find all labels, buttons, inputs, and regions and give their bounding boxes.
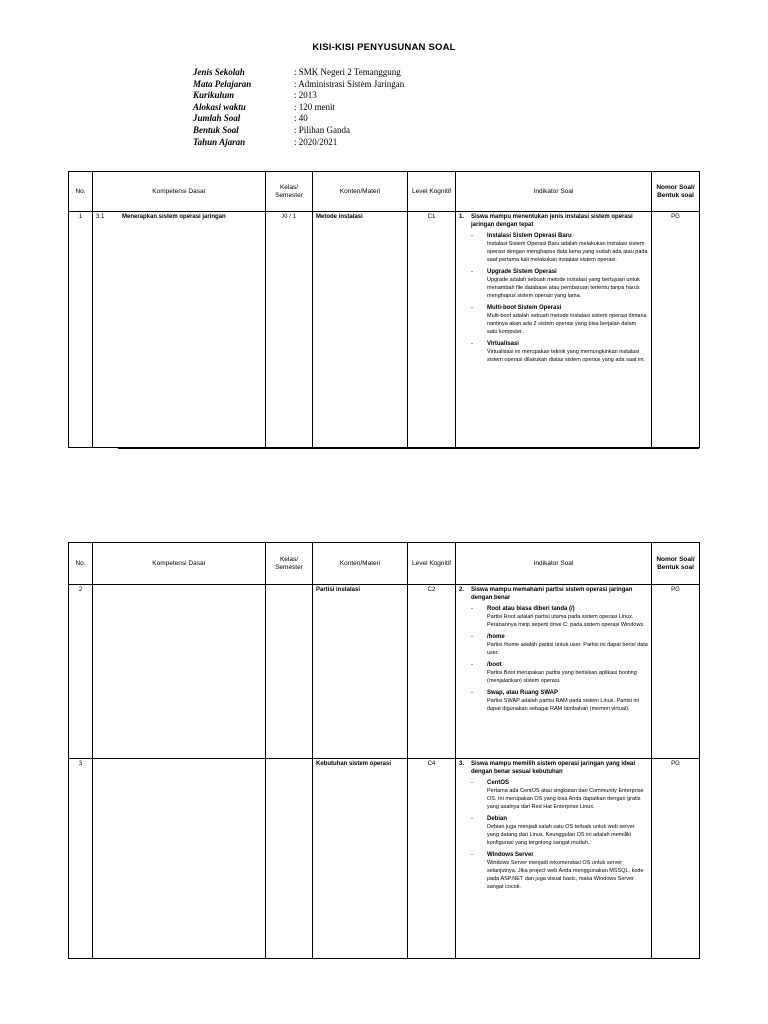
- item-title: Multi-boot Sistem Operasi: [487, 305, 562, 311]
- item-title: /home: [487, 634, 505, 640]
- meta-row: [193, 90, 404, 102]
- item-title: Upgrade Sistem Operasi: [487, 269, 557, 275]
- meta-row: [193, 67, 404, 79]
- header-nomor: Nomor Soal/ Bentuk soal: [652, 172, 700, 212]
- item-desc: Virtualisasi ini merupakan teknik yang memungkinkan instalasi sistem operasi dilakukan diatas sistem operasi yang ada saat ini.: [487, 349, 646, 363]
- cell-materi: Kebutuhan sistem operasi: [313, 759, 408, 959]
- list-item: - /home Partisi /home adalah partisi untuk user. Partisi ini dapat berisi data user.: [471, 634, 648, 656]
- item-title: Debian: [487, 816, 508, 822]
- header-kd: Kompetensi Dasar: [93, 172, 266, 212]
- meta-value: : 2013: [294, 90, 317, 101]
- divider-line: [118, 448, 699, 449]
- header-indikator: Indikator Soal: [456, 543, 652, 585]
- item-desc: Partisi /home adalah partisi untuk user. Partisi ini dapat berisi data user.: [487, 642, 648, 656]
- meta-row: [193, 125, 404, 137]
- meta-value: : Pilihan Ganda: [294, 124, 350, 135]
- cell-no: 1: [69, 212, 93, 448]
- meta-value: : Administrasi Sistem Jaringan: [294, 78, 405, 89]
- indikator-text: Siswa mampu memahami partisi sistem operasi jaringan dengan benar: [471, 587, 633, 601]
- header-indikator: Indikator Soal: [456, 172, 652, 212]
- item-title: Swap, atau Ruang SWAP: [487, 690, 559, 696]
- table-row: [69, 585, 700, 759]
- header-kelas: Kelas/ Semester: [266, 172, 313, 212]
- list-item: - Windows Server Windows Server menjadi rekomendasi OS untuk server selanjutnya. Jika project web Anda menggunakan MSSQL, kode pada ASP.NET dan juga visual basic, maka Windows Server sangat cocok.: [471, 851, 648, 891]
- kisi-table-2: [68, 542, 700, 959]
- meta-row: [193, 113, 404, 125]
- kd-number: 3.1: [96, 214, 105, 220]
- cell-kd: [93, 585, 266, 759]
- list-item: - Upgrade Sistem Operasi Upgrade adalah sebuah metode instalasi yang bertujuan untuk menambah file database atau pembaruan tertentu tanpa harus menghapus sistem operasi yang lama.: [471, 268, 648, 300]
- item-title: Virtualisasi: [487, 341, 519, 347]
- cell-nomor: PG: [652, 759, 700, 959]
- indikator-number: 1.: [459, 214, 465, 220]
- cell-kd: [93, 212, 266, 448]
- item-desc: Instalasi Sistem Operasi Baru adalah melakukan instalasi sistem operasi dengan menghapus data lama yang sudah ada atau pada saat pertama kali melakukan instalasi sistem operasi.: [487, 241, 648, 263]
- list-item: - Root atau biasa diberi tanda (/) Partisi Root adalah partisi utama pada sistem operasi Linux. Peranannya mirip seperti drive C: pada sistem operasi Windows.: [471, 605, 648, 629]
- list-item: - Swap, atau Ruang SWAP Partisi SWAP adalah partisi RAM pada sistem Linux. Partisi ini dapat digunakan sebagai RAM tambahan (memori virtual).: [471, 689, 648, 713]
- header-materi: Konten/Materi: [313, 543, 408, 585]
- list-item: - /boot Partisi Boot merupakan partisi yang berisikan aplikasi booting (menjalankan) sistem operasi.: [471, 661, 648, 685]
- item-desc: Upgrade adalah sebuah metode instalasi yang bertujuan untuk menambah file database atau pembaruan tertentu tanpa harus menghapus sistem operasi yang lama.: [487, 277, 640, 299]
- meta-row: [193, 79, 404, 91]
- meta-label: Alokasi waktu: [193, 101, 246, 112]
- header-kelas: Kelas/ Semester: [266, 543, 313, 585]
- cell-level: C2: [408, 585, 456, 759]
- meta-label: Tahun Ajaran: [193, 136, 246, 147]
- cell-no: 2: [69, 585, 93, 759]
- cell-materi: Partisi instalasi: [313, 585, 408, 759]
- cell-indikator: [456, 212, 652, 448]
- meta-row: [193, 137, 404, 149]
- meta-value: : 40: [294, 113, 308, 124]
- list-item: - CentOS Pertama ada CentOS atau singkatan dari Community Enterprise OS. Ini merupakan OS yang bisa Anda dapatkan dengan gratis yang asalnya dari Red Hat Enterprise Linux.: [471, 779, 648, 811]
- header-nomor: Nomor Soal/ Bentuk soal: [652, 543, 700, 585]
- item-title: Instalasi Sistem Operasi Baru: [487, 233, 572, 239]
- indikator-text: Siswa mampu memilih sistem operasi jaringan yang ideal dengan benar sesuai kebutuhan: [471, 761, 636, 775]
- list-item: - Virtualisasi Virtualisasi ini merupakan teknik yang memungkinkan instalasi sistem operasi dilakukan diatas sistem operasi yang ada saat ini.: [471, 340, 648, 364]
- table-row: [69, 759, 700, 959]
- document-meta: [193, 67, 404, 148]
- cell-indikator: [456, 585, 652, 759]
- item-title: CentOS: [487, 780, 510, 786]
- item-desc: Partisi Boot merupakan partisi yang berisikan aplikasi booting (menjalankan) sistem operasi.: [487, 670, 637, 684]
- item-desc: Partisi SWAP adalah partisi RAM pada sistem Linux. Partisi ini dapat digunakan sebagai RAM tambahan (memori virtual).: [487, 698, 639, 712]
- table-row: [69, 212, 700, 448]
- meta-value: : SMK Negeri 2 Temanggung: [294, 67, 401, 77]
- meta-label: Kurikulum: [193, 90, 235, 101]
- cell-kd: [93, 759, 266, 959]
- cell-level: C4: [408, 759, 456, 959]
- meta-value: : 2020/2021: [294, 136, 338, 147]
- cell-kelas: XI / 1: [266, 212, 313, 448]
- table-header-row: [69, 543, 700, 585]
- meta-value: : 120 menit: [294, 101, 335, 112]
- header-no: No.: [69, 543, 93, 585]
- header-kd: Kompetensi Dasar: [93, 543, 266, 585]
- cell-materi: Metode instalasi: [313, 212, 408, 448]
- kd-text: Menerapkan sistem operasi jaringan: [122, 214, 226, 220]
- indikator-number: 2.: [459, 587, 465, 593]
- header-level: Level Kognitif: [408, 543, 456, 585]
- item-desc: Debian juga menjadi salah satu OS terbaik untuk web server yang datang dari Linux. Keunggulan OS ini adalah memiliki konfigurasi yang tergolong sangat mudah.: [487, 824, 635, 846]
- meta-label: Jenis Sekolah: [193, 67, 245, 77]
- meta-row: [193, 102, 404, 114]
- indikator-text: Siswa mampu menentukan jenis instalasi sistem operasi jaringan dengan tepat: [471, 214, 633, 228]
- cell-kelas: [266, 759, 313, 959]
- item-desc: Multi-boot adalah sebuah metode instalasi sistem operasi dimana nantinya akan ada 2 sistem operasi yang bisa berjalan dalam satu komputer.: [487, 313, 647, 335]
- cell-level: C1: [408, 212, 456, 448]
- item-title: Root atau biasa diberi tanda (/): [487, 606, 575, 612]
- cell-nomor: PG: [652, 212, 700, 448]
- meta-label: Jumlah Soal: [193, 113, 241, 124]
- indikator-number: 3.: [459, 761, 465, 767]
- header-level: Level Kognitif: [408, 172, 456, 212]
- list-item: - Instalasi Sistem Operasi Baru Instalasi Sistem Operasi Baru adalah melakukan instalasi sistem operasi dengan menghapus data lama yang sudah ada atau pada saat pertama kali melakukan instalasi sistem operasi.: [471, 233, 648, 263]
- table-header-row: [69, 172, 700, 212]
- meta-label: Mata Pelajaran: [193, 78, 252, 89]
- cell-kelas: [266, 585, 313, 759]
- page-title: KISI-KISI PENYUSUNAN SOAL: [312, 42, 456, 53]
- list-item: - Debian Debian juga menjadi salah satu OS terbaik untuk web server yang datang dari Linux. Keunggulan OS ini adalah memiliki konfigurasi yang tergolong sangat mudah.: [471, 815, 648, 847]
- item-title: Windows Server: [487, 852, 534, 858]
- meta-label: Bentuk Soal: [193, 124, 239, 135]
- item-desc: Windows Server menjadi rekomendasi OS untuk server selanjutnya. Jika project web Anda menggunakan MSSQL, kode pada ASP.NET dan juga visual basic, maka Windows Server sangat cocok.: [487, 860, 644, 890]
- item-desc: Pertama ada CentOS atau singkatan dari Community Enterprise OS. Ini merupakan OS yang bisa Anda dapatkan dengan gratis yang asalnya dari Red Hat Enterprise Linux.: [487, 788, 644, 810]
- list-item: - Multi-boot Sistem Operasi Multi-boot adalah sebuah metode instalasi sistem operasi dimana nantinya akan ada 2 sistem operasi yang bisa berjalan dalam satu komputer.: [471, 305, 647, 335]
- cell-nomor: PG: [652, 585, 700, 759]
- item-desc: Partisi Root adalah partisi utama pada sistem operasi Linux. Peranannya mirip seperti drive C: pada sistem operasi Windows.: [487, 614, 645, 628]
- item-title: /boot: [487, 662, 502, 668]
- cell-indikator: [456, 759, 652, 959]
- cell-no: 3: [69, 759, 93, 959]
- kisi-table-1: [68, 171, 700, 448]
- header-materi: Konten/Materi: [313, 172, 408, 212]
- header-no: No.: [69, 172, 93, 212]
